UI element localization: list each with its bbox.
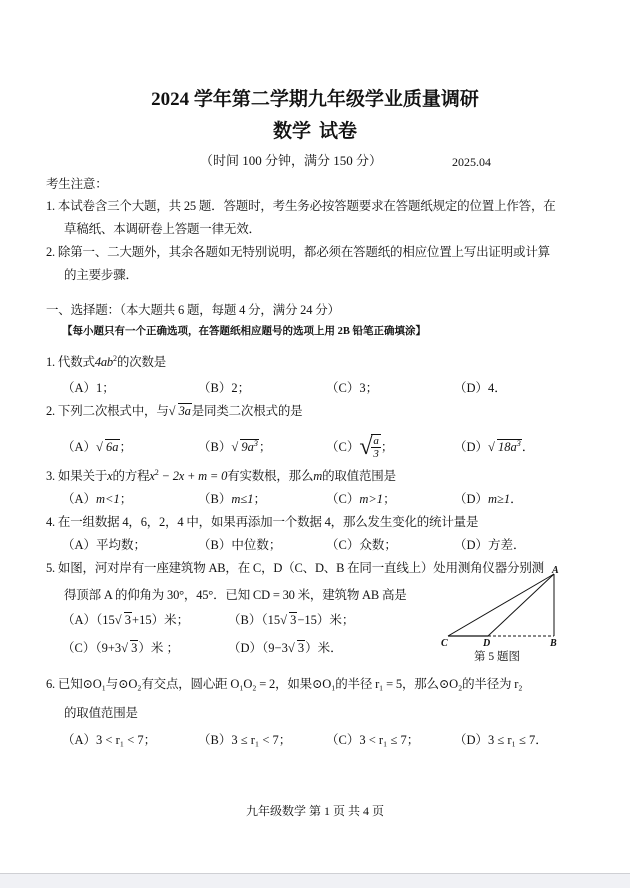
question-number: 5. (46, 561, 55, 575)
sqrt-expression (169, 403, 192, 419)
figure-caption: 第 5 题图 (474, 651, 520, 663)
notice-text: 除第一、二大题外，其余各题如无特别说明，都必须在答题纸的相应位置上写出证明或计算 (57, 245, 550, 259)
exam-subtitle (0, 120, 630, 144)
question-number: 2. (46, 404, 55, 418)
q1-option-c: （C）3； (326, 381, 379, 395)
question-number: 4. (46, 515, 55, 529)
option-tail: ． (510, 492, 523, 506)
q3-option-b (198, 491, 326, 507)
option-label: （C） (326, 440, 360, 454)
section-heading: 一、选择题：（本大题共 6 题，每题 4 分，满分 24 分） (46, 303, 340, 317)
option-pre: （15 (261, 613, 281, 627)
notice-heading: 考生注意： (46, 177, 108, 191)
option-tail: ； (119, 492, 133, 506)
q4-options (62, 537, 526, 553)
stem-text: 的方程 (112, 469, 150, 483)
q4-option-b: （B）中位数； (198, 538, 282, 552)
stem-exponent: 2 (112, 353, 117, 363)
radicand: 3 (131, 641, 138, 655)
q2-option-c (326, 434, 454, 460)
option-label: （D） (454, 440, 489, 454)
exam-date: 2025.04 (452, 155, 491, 169)
exam-meta: （时间 100 分钟，满分 150 分） (200, 153, 383, 168)
radicand: 3 (297, 641, 305, 655)
point-label-d: D (483, 638, 491, 648)
notice-num: 2. (46, 245, 55, 259)
option-expr: m<1 (96, 492, 120, 506)
denominator: 3 (373, 448, 379, 460)
stem-math: x (149, 469, 155, 483)
sqrt-expression (488, 439, 522, 455)
radicand: 6a (106, 440, 119, 454)
stem-math: m (313, 469, 323, 483)
q2-option-a (62, 439, 198, 455)
option-label: （B） (228, 613, 262, 627)
radicand-wrap (240, 439, 259, 454)
stem-math: − 2x + m = 0 (158, 469, 228, 483)
option-label: （B） (198, 440, 232, 454)
sqrt-expression (115, 612, 132, 628)
page-footer: 九年级数学 第 1 页 共 4 页 (245, 804, 384, 818)
q6-options (62, 732, 548, 748)
q1-option-b: （B）2； (198, 381, 251, 395)
option-tail: ； (253, 492, 266, 506)
radicand-wrap (371, 434, 381, 460)
option-expr: m>1 (359, 492, 384, 506)
option-label: （A） (62, 492, 97, 506)
q2-option-b (198, 439, 326, 455)
stem-text: 已知⊙O₁与⊙O₂有交点，圆心距 O₁O₂ = 2，如果⊙O₁的半径 r₁ = 5，那么⊙O₂的半径为 r₂ (57, 677, 523, 691)
option-tail: ． (521, 440, 535, 454)
question-5-figure (436, 566, 570, 648)
question-5-stem-cont: 得顶部 A 的仰角为 30°，45°．已知 CD = 30 米，建筑物 AB 高是 (64, 588, 407, 602)
q4-option-c: （C）众数； (326, 538, 397, 552)
option-label: （C） (62, 641, 96, 655)
radicand: 9a (241, 440, 254, 454)
stem-math: 4ab (94, 355, 113, 369)
option-post: +15）米； (132, 613, 190, 627)
question-6-stem-cont: 的取值范围是 (64, 706, 138, 720)
exam-title: 2024 学年第二学期九年级学业质量调研 (151, 89, 479, 110)
option-label: （A） (62, 440, 97, 454)
question-6-stem (46, 676, 522, 692)
option-label: （A） (62, 613, 97, 627)
q5-option-a (62, 612, 228, 628)
point-label-a: A (552, 566, 559, 576)
notice-item-1-cont: 草稿纸、本调研卷上答题一律无效． (64, 222, 261, 236)
sqrt-expression (288, 640, 305, 656)
q6-option-a: （A）3 < r₁ < 7； (62, 733, 157, 747)
q5-options-row-2 (62, 640, 356, 656)
option-post: ）米． (305, 641, 343, 655)
q5-option-d (228, 640, 356, 656)
q5-option-c (62, 640, 228, 656)
sqrt-expression (231, 439, 259, 455)
option-tail: ； (383, 492, 396, 506)
sqrt-expression (280, 612, 297, 628)
option-label: （D） (454, 492, 489, 506)
section-instruction: 【每小题只有一个正确选项，在答题纸相应题号的选项上用 2B 铅笔正确填涂】 (62, 326, 427, 337)
q1-options (62, 380, 507, 396)
option-tail: ； (119, 440, 133, 454)
radicand: 3a (178, 404, 191, 418)
question-3-stem (46, 468, 396, 484)
paper-type-label: 试卷 (319, 121, 358, 142)
question-2-stem (46, 403, 302, 419)
stem-text: 如图，河对岸有一座建筑物 AB，在 C，D（C、D、B 在同一直线上）处用测角仪器分别测 (57, 561, 544, 575)
option-pre: （15 (96, 613, 115, 627)
fraction (371, 435, 381, 460)
radicand: 3 (290, 613, 297, 627)
option-pre: （9+3 (95, 641, 122, 655)
exponent: 3 (516, 438, 521, 448)
question-number: 6. (46, 677, 55, 691)
stem-exponent: 2 (154, 467, 159, 477)
option-label: （D） (228, 641, 263, 655)
notice-text: 本试卷含三个大题，共 25 题．答题时，考生务必按答题要求在答题纸规定的位置上作答，在 (57, 199, 556, 213)
stem-text: 有实数根，那么 (227, 469, 314, 483)
question-number: 3. (46, 469, 55, 483)
viewer-bottom-bar (0, 873, 630, 888)
notice-item-2-cont: 的主要步骤． (64, 268, 138, 282)
point-label-c: C (441, 638, 448, 648)
q3-options (62, 491, 523, 507)
q6-option-d: （D）3 ≤ r₁ ≤ 7． (454, 733, 548, 747)
option-expr: m≥1 (488, 492, 511, 506)
stem-text: 如果关于 (57, 469, 108, 483)
option-post: −15）米； (297, 613, 355, 627)
question-1-stem (46, 354, 166, 370)
notice-item-1 (46, 198, 556, 214)
option-post: ）米 ； (138, 641, 180, 655)
option-tail: ； (258, 440, 272, 454)
stem-text: 的取值范围是 (322, 469, 396, 483)
q6-option-c: （C）3 < r₁ ≤ 7； (326, 733, 420, 747)
q4-option-a: （A）平均数； (62, 538, 147, 552)
subject-label: 数学 (272, 121, 311, 142)
stem-math: x (107, 469, 113, 483)
radicand: 3 (124, 613, 132, 627)
q3-option-a (62, 491, 198, 507)
point-label-b: B (550, 638, 557, 648)
option-label: （B） (198, 492, 232, 506)
option-expr: m≤1 (231, 492, 254, 506)
radicand: 18a (498, 440, 517, 454)
stem-text: 代数式 (57, 355, 95, 369)
option-label: （C） (326, 492, 360, 506)
notice-item-2 (46, 244, 550, 260)
stem-text: 的次数是 (116, 355, 167, 369)
sqrt-expression (121, 640, 138, 656)
line-da (488, 574, 554, 636)
q5-options-row-1 (62, 612, 356, 628)
q3-option-c (326, 491, 454, 507)
sqrt-expression (96, 439, 120, 455)
q4-option-d: （D）方差． (454, 538, 526, 552)
q6-option-b: （B）3 ≤ r₁ < 7； (198, 733, 292, 747)
question-4-stem (46, 514, 478, 530)
notice-num: 1. (46, 199, 55, 213)
exponent: 3 (253, 438, 258, 448)
q2-options (62, 432, 534, 462)
numerator: √ a (373, 435, 379, 447)
q1-option-d: （D）4． (454, 381, 507, 395)
q5-option-b (228, 612, 356, 628)
stem-text: 下列二次根式中，与 (57, 404, 169, 418)
sqrt-fraction (359, 434, 381, 460)
radicand-wrap (497, 439, 522, 454)
option-tail: ； (380, 440, 394, 454)
stem-text: 在一组数据 4，6，2，4 中，如果再添加一个数据 4，那么发生变化的统计量是 (57, 515, 479, 529)
question-number: 1. (46, 355, 55, 369)
q2-option-d (454, 439, 534, 455)
line-ca (448, 574, 554, 636)
q1-option-a: （A）1； (62, 381, 115, 395)
option-pre: （9−3 (262, 641, 288, 655)
stem-text: 是同类二次根式的是 (191, 404, 303, 418)
q3-option-d (454, 491, 523, 507)
